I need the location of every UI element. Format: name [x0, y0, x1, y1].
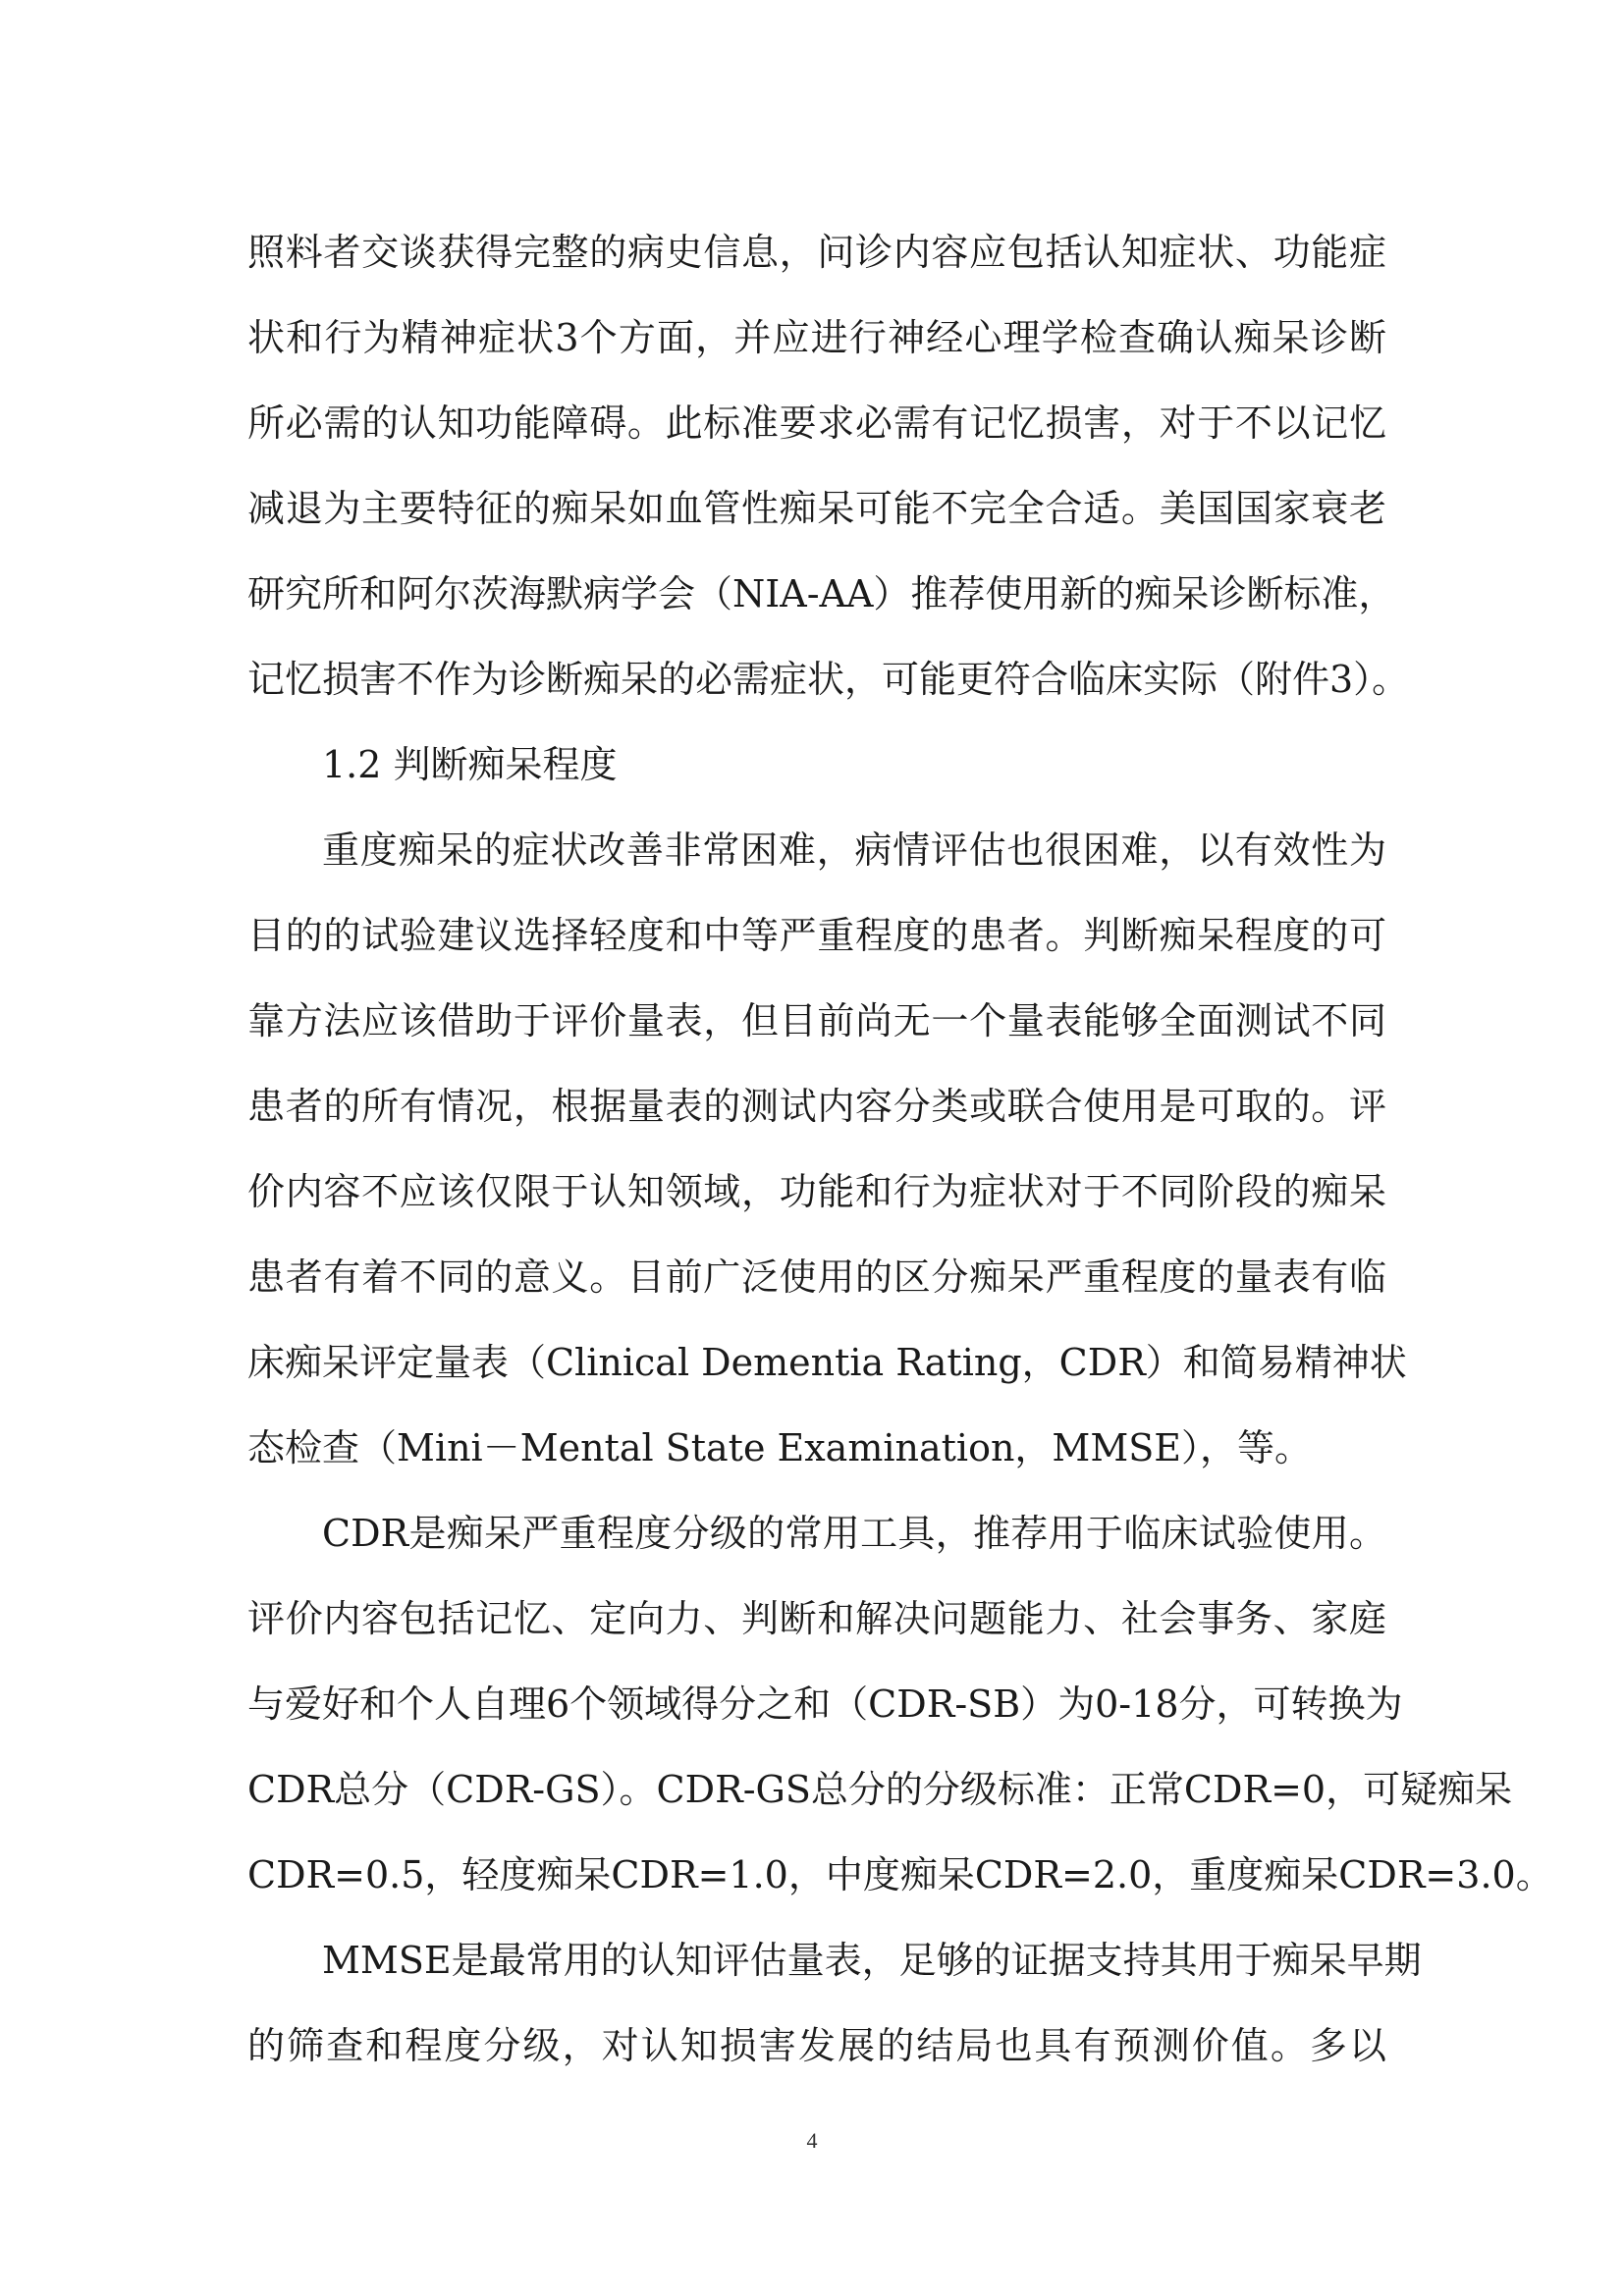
paragraph-line: 价内容不应该仅限于认知领域，功能和行为症状对于不同阶段的痴呆	[247, 1170, 1386, 1213]
section-heading: 1.2 判断痴呆程度	[322, 743, 618, 786]
paragraph-line: CDR是痴呆严重程度分级的常用工具，推荐用于临床试验使用。	[322, 1512, 1386, 1555]
paragraph-line: 目的的试验建议选择轻度和中等严重程度的患者。判断痴呆程度的可	[247, 914, 1386, 957]
body-text	[247, 210, 1553, 2089]
paragraph-line: 床痴呆评定量表（Clinical Dementia Rating，CDR）和简易精神状	[247, 1341, 1407, 1384]
paragraph-line: 评价内容包括记忆、定向力、判断和解决问题能力、社会事务、家庭	[247, 1597, 1386, 1640]
paragraph-line: 患者有着不同的意义。目前广泛使用的区分痴呆严重程度的量表有临	[247, 1255, 1386, 1299]
paragraph-line: 记忆损害不作为诊断痴呆的必需症状，可能更符合临床实际（附件3）。	[247, 658, 1410, 701]
paragraph-line: 态检查（Mini－Mental State Examination，MMSE），等。	[247, 1426, 1313, 1469]
page-number: 4	[806, 2128, 818, 2153]
paragraph-line: 状和行为精神症状3个方面，并应进行神经心理学检查确认痴呆诊断	[247, 316, 1386, 359]
paragraph-line: 的筛查和程度分级，对认知损害发展的结局也具有预测价值。多以	[247, 2024, 1386, 2067]
paragraph-line: MMSE是最常用的认知评估量表，足够的证据支持其用于痴呆早期	[322, 1939, 1422, 1982]
paragraph-line: 减退为主要特征的痴呆如血管性痴呆可能不完全合适。美国国家衰老	[247, 487, 1386, 530]
paragraph-line: 患者的所有情况，根据量表的测试内容分类或联合使用是可取的。评	[247, 1085, 1386, 1128]
paragraph-line: 照料者交谈获得完整的病史信息，问诊内容应包括认知症状、功能症	[247, 231, 1386, 274]
paragraph-line: 靠方法应该借助于评价量表，但目前尚无一个量表能够全面测试不同	[247, 999, 1386, 1042]
paragraph-line: CDR总分（CDR-GS）。CDR-GS总分的分级标准：正常CDR=0，可疑痴呆	[247, 1768, 1513, 1811]
paragraph-line: CDR=0.5，轻度痴呆CDR=1.0，中度痴呆CDR=2.0，重度痴呆CDR=3.0。	[247, 1853, 1553, 1896]
paragraph-line: 所必需的认知功能障碍。此标准要求必需有记忆损害，对于不以记忆	[247, 401, 1386, 445]
paragraph-line: 与爱好和个人自理6个领域得分之和（CDR-SB）为0-18分，可转换为	[247, 1682, 1403, 1726]
paragraph-line: 重度痴呆的症状改善非常困难，病情评估也很困难，以有效性为	[322, 828, 1386, 872]
paragraph-line: 研究所和阿尔茨海默病学会（NIA-AA）推荐使用新的痴呆诊断标准，	[247, 572, 1396, 615]
